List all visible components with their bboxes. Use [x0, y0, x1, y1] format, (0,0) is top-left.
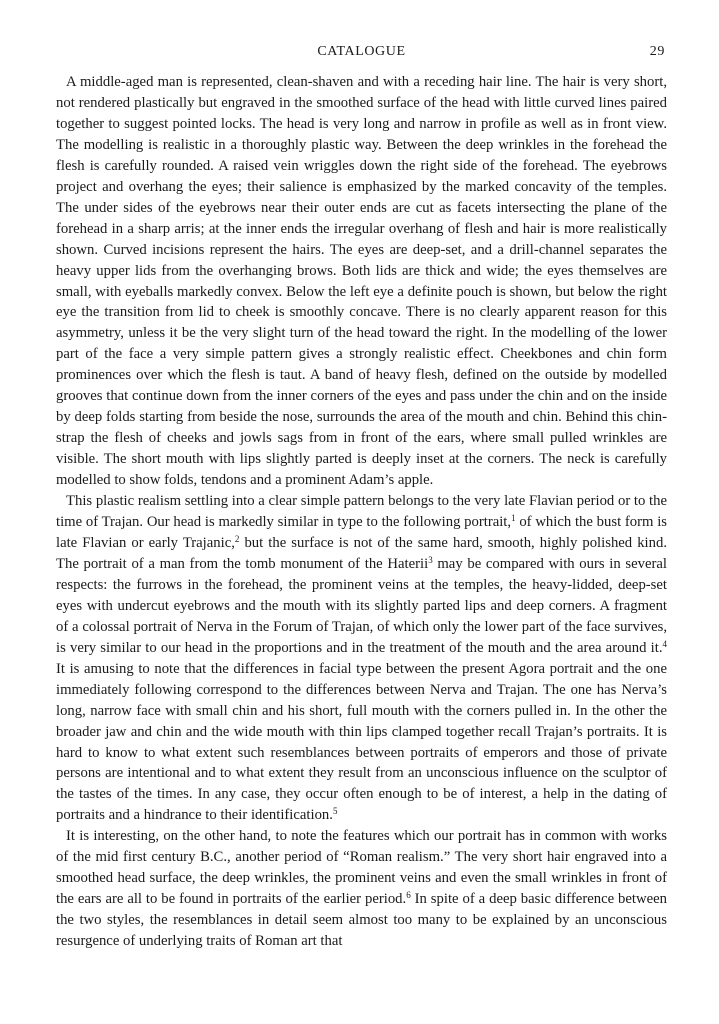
- text-segment: but the surface is not of the same hard, smooth, highly polished kind. The portrait of a man from the tomb monument of the Haterii: [56, 534, 667, 572]
- footnote-ref-1: 1: [511, 513, 516, 524]
- paragraph-dating: [56, 491, 667, 826]
- footnote-ref-2: 2: [234, 533, 240, 544]
- footnote-ref-4: 4: [662, 638, 667, 649]
- footnote-ref-5: 5: [332, 806, 338, 817]
- text-segment: A middle-aged man is represented, clean-shaven and with a receding hair line. The hair is very short, not rendered plastically but engraved in the smoothed surface of the head with little curved lines paired together to suggest pointed locks. The head is very long and narrow in profile as well as in front view. The modelling is realistic in a thoroughly plastic way. Between the deep wrinkles in the forehead the flesh is carefully rounded. A raised vein wriggles down the right side of the forehead. The eyebrows project and overhang the eyes; their salience is emphasized by the marked concavity of the temples. The under sides of the eyebrows near their outer ends are cut as facets intersecting the plane of the forehead in a sharp arris; at the inner ends the irregular overhang of flesh and hair is more realistically shown. Curved incisions represent the hairs. The eyes are deep-set, and a drill-channel separates the heavy upper lids from the overhanging brows. Both lids are thick and wide; the eyes themselves are small, with eyeballs markedly convex. Below the left eye a definite pouch is shown, but below the right eye the transition from lid to cheek is smoothly concave. There is no clearly apparent reason for this asymmetry, unless it be the very slight turn of the head toward the right. In the modelling of the lower part of the face a very simple pattern gives a strongly realistic effect. Cheekbones and chin form prominences over which the flesh is taut. A band of heavy flesh, defined on the outside by modelled grooves that continue down from the inner corners of the eyes and pass under the chin and on the inside by deep folds starting from beside the nose, surrounds the area of the mouth and chin. Behind this chin-strap the flesh of cheeks and jowls sags from in front of the ears, where small pulled wrinkles are visible. The short mouth with lips slightly parted is deeply inset at the corners. The neck is carefully modelled to show folds, tendons and a prominent Adam’s apple.: [56, 74, 667, 489]
- footnote-ref-3: 3: [428, 554, 433, 565]
- text-segment: It is interesting, on the other hand, to note the features which our portrait has in common with works of the mid first century B.C., another period of “Roman realism.” The very short hair engraved into a smoothed head surface, the deep wrinkles, the prominent veins and even the small wrinkles in front of the ears are all to be found in portraits of the earlier period.: [56, 828, 667, 908]
- running-header: [56, 44, 667, 64]
- text-segment: This plastic realism settling into a clear simple pattern belongs to the very late Flavian period or to the time of Trajan. Our head is markedly similar in type to the following portrait,: [56, 493, 667, 531]
- text-segment: may be compared with ours in several respects: the furrows in the forehead, the prominent veins at the temples, the heavy-lidded, deep-set eyes with undercut eyebrows and the mouth with its slightly parted lips and deep corners. A fragment of a colossal portrait of Nerva in the Forum of Trajan, of which only the lower part of the face survives, is very similar to our head in the proportions and in the treatment of the mouth and the area around it.: [56, 555, 667, 656]
- page-number: 29: [649, 44, 665, 59]
- paragraph-description: [56, 72, 667, 491]
- paragraph-comparison: [56, 826, 667, 952]
- body-text: [56, 72, 667, 952]
- text-segment: of which the bust form is late Flavian or early Trajanic,: [56, 514, 668, 551]
- footnote-ref-6: 6: [406, 890, 411, 901]
- running-title: CATALOGUE: [317, 44, 406, 59]
- text-segment: In spite of a deep basic difference between the two styles, the resemblances in detail seem almost too many to be explained by an unconscious resurgence of underlying traits of Roman art that: [56, 891, 667, 950]
- text-segment: It is amusing to note that the differences in facial type between the present Agora portrait and the one immediately following correspond to the differences between Nerva and Trajan. The one has Nerva’s long, narrow face with small chin and his short, full mouth with the corners pulled in. In the other the broader jaw and chin and the wide mouth with thin lips clamped together recall Trajan’s portraits. It is hard to know to what extent such resemblances between portraits of emperors and those of private persons are intentional and to what extent they result from an unconscious influence on the sculptor of the tastes of the times. In any case, they occur often enough to be of interest, a help in the dating of portraits and a hindrance to their identification.: [56, 660, 667, 824]
